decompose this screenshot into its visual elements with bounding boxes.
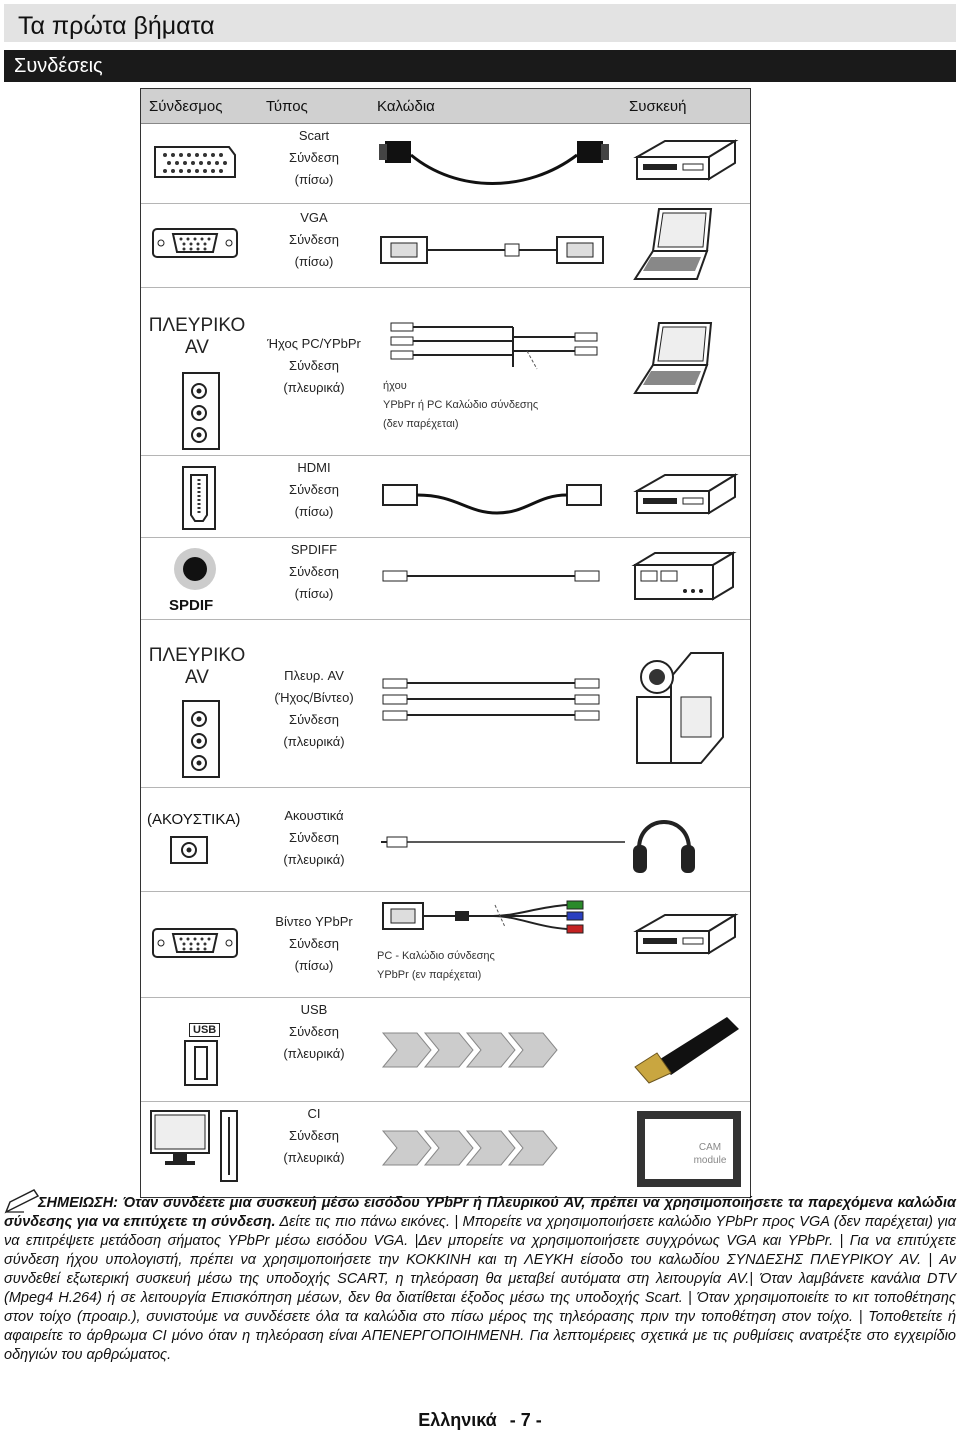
page-title: Τα πρώτα βήματα — [18, 12, 215, 40]
rca-audio-cable-icon — [377, 317, 611, 373]
headphones-icon — [629, 805, 699, 879]
page-number: - 7 - — [509, 1410, 542, 1430]
note-bold-text: Όταν συνδέετε μια συσκευή μέσω εισόδου YPbPr ή Πλευρικού AV, πρέπει να χρησιμοποιήσετε τα παρεχόμενα καλώδια σύνδεσης για να επιτύχετε τη σύνδεση. — [4, 1195, 956, 1230]
hdmi-port-icon — [181, 465, 217, 531]
cable-note-pc-audio: ήχου YPbPr ή PC Καλώδιο σύνδεσης (δεν παρέχεται) — [383, 380, 539, 430]
connections-table — [140, 88, 751, 1198]
type-ypbpr: Βίντεο YPbPr Σύνδεση (πίσω) — [275, 914, 353, 973]
column-header-connector: Σύνδεσμος — [149, 98, 223, 115]
type-vga: VGA Σύνδεση (πίσω) — [289, 210, 339, 269]
hdmi-cable-icon — [377, 473, 611, 523]
dvd-player-icon — [631, 909, 741, 965]
headphone-jack-icon — [169, 835, 209, 865]
table-row-scart — [141, 123, 750, 204]
table-row-spdif — [141, 537, 750, 620]
cable-note-ypbpr: PC - Καλώδιο σύνδεσης YPbPr (εν παρέχεται) — [377, 950, 495, 981]
table-row-ypbpr — [141, 891, 750, 998]
note-label: ΣΗΜΕΙΩΣΗ: — [38, 1195, 118, 1211]
page-header — [4, 4, 956, 42]
av-cable-icon — [377, 673, 611, 729]
table-row-usb — [141, 997, 750, 1102]
rca-cable-icon — [377, 565, 611, 589]
camcorder-icon — [631, 637, 731, 769]
table-row-ci — [141, 1101, 750, 1197]
usb-port-label: USB — [189, 1023, 220, 1037]
section-header — [4, 50, 956, 82]
vga-port-icon — [151, 225, 239, 261]
footer-language: Ελληνικά — [418, 1410, 497, 1430]
column-header-device: Συσκευή — [629, 98, 687, 115]
tv-ci-slot-icon — [149, 1109, 239, 1183]
type-ci: CI Σύνδεση (πλευρικά) — [283, 1106, 345, 1165]
dvd-player-icon — [631, 135, 741, 195]
insert-arrows-icon — [377, 1127, 617, 1169]
vga-port-icon — [151, 925, 239, 961]
scart-cable-icon — [377, 133, 611, 195]
side-av-label: ΠΛΕΥΡΙΚΟ AV — [148, 645, 246, 688]
table-row-side-av — [141, 619, 750, 788]
side-av-jacks-icon — [181, 699, 221, 779]
usb-stick-icon — [627, 1011, 743, 1085]
table-row-vga — [141, 203, 750, 288]
vga-cable-icon — [377, 231, 607, 271]
pencil-note-icon — [4, 1188, 44, 1216]
note-paragraph — [4, 1194, 956, 1365]
type-pc-audio: Ήχος PC/YPbPr Σύνδεση (πλευρικά) — [267, 336, 361, 395]
dvd-player-icon — [631, 469, 741, 525]
table-row-hdmi — [141, 455, 750, 538]
type-hdmi: HDMI Σύνδεση (πίσω) — [289, 460, 339, 519]
usb-port-icon — [183, 1039, 219, 1087]
column-header-cables: Καλώδια — [377, 98, 435, 115]
table-row-pc-audio — [141, 287, 750, 456]
page-footer — [0, 1410, 960, 1431]
type-usb: USB Σύνδεση (πλευρικά) — [283, 1002, 345, 1061]
cam-module-label: CAM module — [693, 1142, 727, 1166]
type-headphones: Ακουστικά Σύνδεση (πλευρικά) — [283, 808, 345, 867]
ypbpr-cable-icon — [377, 897, 611, 949]
headphones-label: (ΑΚΟΥΣΤΙΚΑ) — [147, 811, 241, 828]
amplifier-icon — [629, 549, 739, 605]
table-header — [141, 89, 750, 124]
scart-connector-icon — [151, 141, 239, 181]
laptop-icon — [631, 317, 721, 397]
section-title: Συνδέσεις — [14, 55, 103, 77]
spdif-label: SPDIF — [169, 597, 214, 614]
type-spdif: SPDIFF Σύνδεση (πίσω) — [289, 542, 339, 601]
headphone-cable-icon — [377, 827, 627, 857]
side-av-label: ΠΛΕΥΡΙΚΟ AV — [148, 315, 246, 358]
note-text: Δείτε τις πιο πάνω εικόνες. | Μπορείτε να χρησιμοποιήσετε καλώδιο YPbPr προς VGA (δεν παρέχεται) για να επιτρέψετε μετάδοση σήματος YPbPr μέσω εισόδου VGA. |Δεν μπορείτε να χρησιμοποιήσετε συγχρόνως VGA και YPbPr. | Για να επιτύχετε σύνδεση ήχου υπολογιστή, πρέπει να χρησιμοποιήσετε την ΚΟΚΚΙΝΗ και τη ΛΕΥΚΗ είσοδο του καλωδίου ΣΥΝΔΕΣΗΣ ΠΛΕΥΡΙΚΟΥ AV. | Αν συνδεθεί εξωτερική συσκευή μέσω της υποδοχής SCART, η τηλεόραση θα μεταβεί αυτόματα στη λειτουργία AV.| Όταν λαμβάνετε κανάλια DTV (Mpeg4 H.264) ή σε λειτουργία Επισκόπηση μέσων, δεν θα διατίθεται έξοδος μέσω της υποδοχής Scart. | Όταν χρησιμοποιείτε το κιτ τοποθέτησης στον τοίχο (προαιρ.), συνιστούμε να συνδέσετε όλα τα καλώδια στο πίσω μέρος της τηλεόρασης πριν την τοποθέτηση στον τοίχο. | Τοποθετείτε ή αφαιρείτε το άρθρωμα CI μόνο όταν η τηλεόραση είναι ΑΠΕΝΕΡΓΟΠΟΙΗΜΕΝΗ. Για λεπτομέρειες σχετικά με τις ρυθμίσεις ανατρέξτε στο εγχειρίδιο οδηγιών του αρθρώματος. — [4, 1214, 956, 1363]
column-header-type: Τύπος — [266, 98, 308, 115]
type-scart: Scart Σύνδεση (πίσω) — [289, 128, 339, 187]
table-row-headphones — [141, 787, 750, 892]
side-av-jacks-icon — [181, 371, 221, 451]
insert-arrows-icon — [377, 1029, 617, 1071]
type-side-av: Πλευρ. AV (Ήχος/Βίντεο) Σύνδεση (πλευρικά) — [274, 668, 354, 749]
spdif-port-icon — [171, 545, 219, 593]
laptop-icon — [631, 203, 721, 283]
